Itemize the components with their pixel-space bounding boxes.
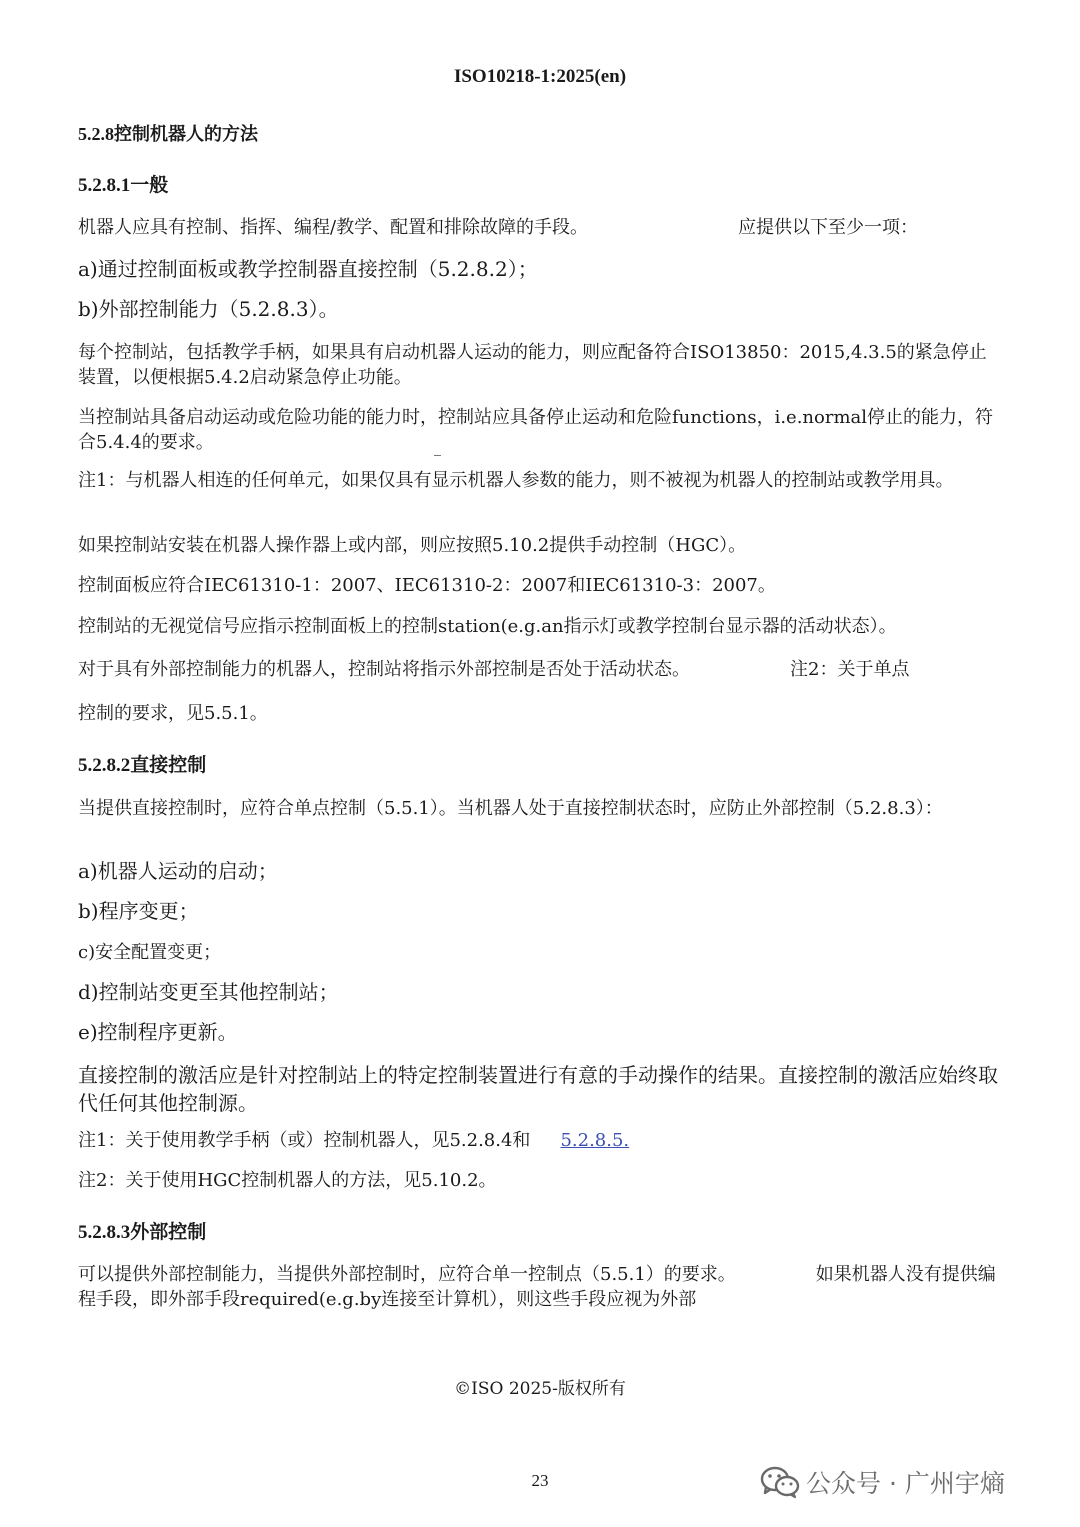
paragraph-hgc: 如果控制站安装在机器人操作器上或内部，则应按照5.10.2提供手动控制（HGC）。	[78, 535, 747, 556]
paragraph-single-point: 控制的要求，见5.5.1。	[78, 703, 268, 724]
wechat-icon	[760, 1465, 800, 1499]
direct-control-note-2: 注2：关于使用HGC控制机器人的方法，见5.10.2。	[78, 1170, 497, 1191]
page-number: 23	[531, 1471, 549, 1490]
watermark	[760, 1462, 1005, 1502]
paragraph-text: 机器人应具有控制、指挥、编程/教学、配置和排除故障的手段。	[78, 217, 589, 238]
paragraph-text: 可以提供外部控制能力，当提供外部控制时，应符合单一控制点（5.5.1）的要求。	[78, 1264, 736, 1285]
paragraph-stop-functions: 当控制站具备启动运动或危险功能的能力时，控制站应具备停止运动和危险functions，i.e.normal停止的能力，符合5.4.4的要求。	[78, 407, 994, 453]
heading-5-2-8-1: 5.2.8.1一般	[78, 175, 169, 196]
direct-control-item-d: d)控制站变更至其他控制站；	[78, 980, 339, 1004]
paragraph-emergency-stop: 每个控制站，包括教学手柄，如果具有启动机器人运动的能力，则应配备符合ISO13850：2015,4.3.5的紧急停止装置，以便根据5.4.2启动紧急停止功能。	[78, 342, 987, 388]
direct-control-item-c: c)安全配置变更；	[78, 942, 222, 963]
heading-5-2-8-2: 5.2.8.2直接控制	[78, 755, 207, 776]
note-text: 注1：关于使用教学手柄（或）控制机器人，见5.2.8.4和	[78, 1130, 531, 1151]
paragraph-visual-signal: 控制站的无视觉信号应指示控制面板上的控制station(e.g.an指示灯或教学控制台显示器的活动状态）。	[78, 616, 897, 637]
paragraph-external-control	[78, 1262, 1002, 1312]
document-title: ISO10218-1:2025(en)	[453, 66, 627, 87]
paragraph-text: 对于具有外部控制能力的机器人，控制站将指示外部控制是否处于活动状态。	[78, 659, 690, 680]
paragraph-direct-control: 当提供直接控制时，应符合单点控制（5.5.1）。当机器人处于直接控制状态时，应防止外部控制（5.2.8.3）：	[78, 798, 943, 819]
copyright: ©ISO 2025-版权所有	[454, 1379, 626, 1399]
list-item-a: a)通过控制面板或教学控制器直接控制（5.2.8.2）；	[78, 257, 538, 281]
direct-control-item-e: e)控制程序更新。	[78, 1020, 238, 1044]
note-1: 注1：与机器人相连的任何单元，如果仅具有显示机器人参数的能力，则不被视为机器人的控制站或教学用具。	[78, 470, 954, 491]
direct-control-item-a: a)机器人运动的启动；	[78, 859, 278, 883]
paragraph-means-of-control	[78, 215, 1002, 240]
direct-control-item-b: b)程序变更；	[78, 899, 199, 923]
stray-dash	[434, 455, 441, 456]
paragraph-text: 应提供以下至少一项：	[738, 217, 919, 238]
paragraph-external-indication	[78, 657, 1002, 682]
heading-5-2-8: 5.2.8控制机器人的方法	[78, 124, 258, 144]
paragraph-iec: 控制面板应符合IEC61310-1：2007、IEC61310-2：2007和IEC61310-3：2007。	[78, 575, 776, 596]
section-link-5-2-8-5[interactable]: 5.2.8.5.	[560, 1130, 630, 1151]
direct-control-note-1	[78, 1128, 1002, 1153]
heading-5-2-8-3: 5.2.8.3外部控制	[78, 1222, 207, 1243]
paragraph-activation: 直接控制的激活应是针对控制站上的特定控制装置进行有意的手动操作的结果。直接控制的激活应始终取代任何其他控制源。	[78, 1063, 998, 1115]
paragraph-text: 如果机器人没有提供编程手段，即外部手段required(e.g.by连接至计算机），则这些手段应视为外部	[78, 1264, 996, 1310]
watermark-text: 公众号 · 广州宇熵	[806, 1469, 1005, 1498]
note-2-inline: 注2：关于单点	[790, 659, 910, 680]
list-item-b: b)外部控制能力（5.2.8.3）。	[78, 297, 339, 321]
